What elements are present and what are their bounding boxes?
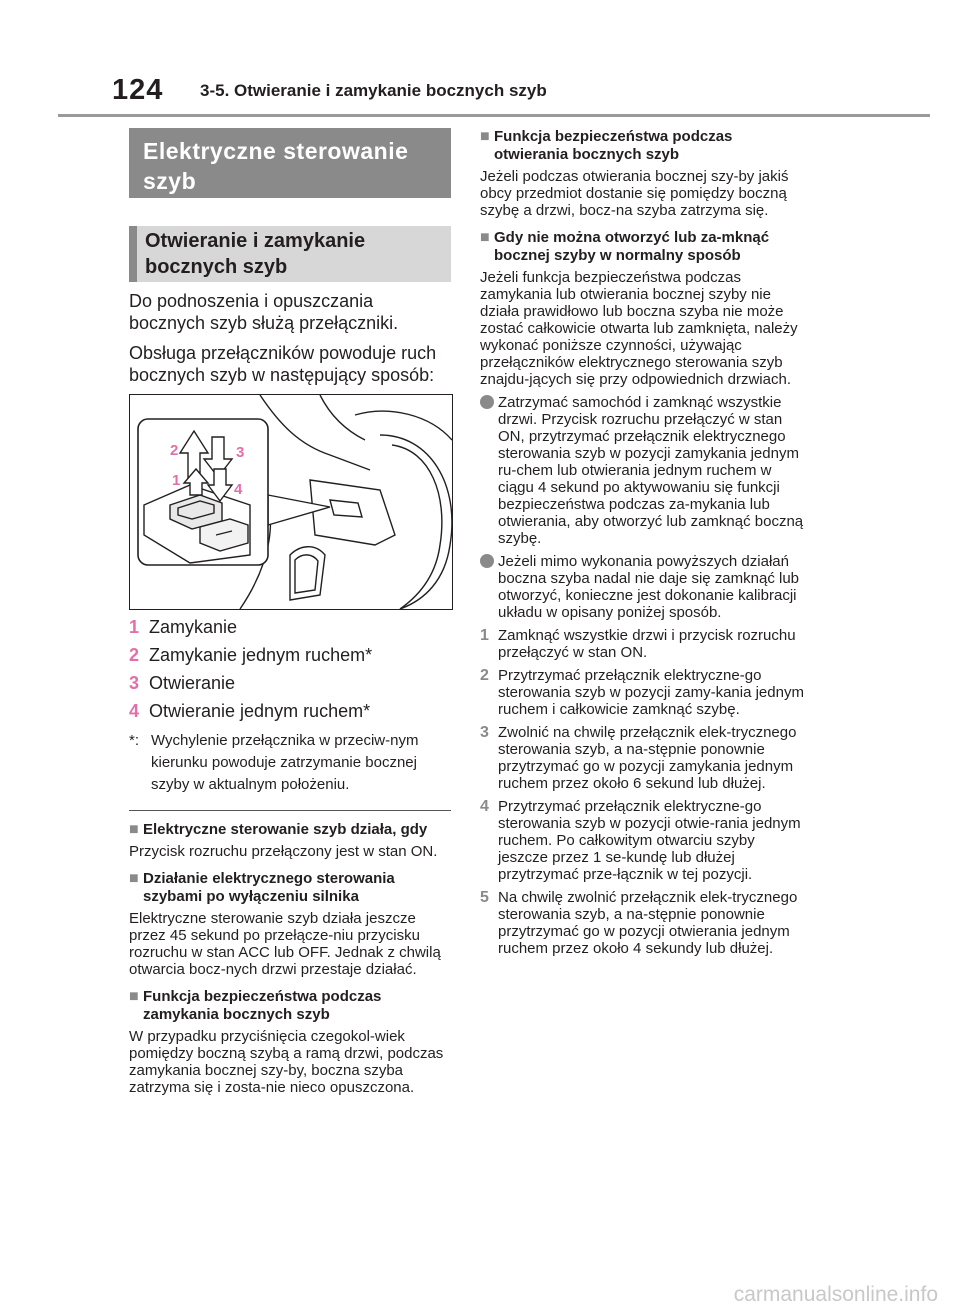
watermark: carmanualsonline.info <box>733 1283 938 1306</box>
footnote-text: Wychylenie przełącznika w przeciw-nym kierunku powoduje zatrzymanie bocznej szyby w aktualnym położeniu. <box>151 732 419 793</box>
item-text: Zamykanie <box>149 617 238 637</box>
item-number: 2 <box>129 645 140 665</box>
info-text: Przycisk rozruchu przełączony jest w stan ON. <box>129 843 438 860</box>
info-heading-text: Działanie elektrycznego sterowania szybami po wyłączeniu silnika <box>143 870 395 905</box>
step-text: Przytrzymać przełącznik elektryczne-go sterowania szyb w pozycji zamy-kania jednym ruchem i całkowicie zamknąć szybę. <box>498 667 804 718</box>
zoom-pointer <box>268 495 330 525</box>
circle-bullet-icon <box>480 554 494 568</box>
figure-label-4: 4 <box>234 481 243 498</box>
illustration-drawing <box>130 395 452 609</box>
bullet-item <box>480 394 808 547</box>
item-number: 4 <box>129 701 140 721</box>
step-item <box>480 889 808 957</box>
page-header <box>0 0 960 116</box>
section-title: Elektryczne sterowanie szyb <box>129 128 451 198</box>
step-item <box>480 724 808 792</box>
info-heading-text: Elektryczne sterowanie szyb działa, gdy <box>143 821 428 838</box>
pillar-line <box>320 395 365 440</box>
intro-text <box>129 290 451 386</box>
info-heading <box>480 128 808 164</box>
footnote <box>129 730 451 796</box>
step-item <box>480 627 808 661</box>
bullet-text: Jeżeli mimo wykonania powyższych działań boczna szyba nadal nie daje się zamknąć lub otworzyć, konieczne jest dokonanie kalibracji układu w opisany poniżej sposób. <box>498 553 800 621</box>
item-text: Zamykanie jednym ruchem* <box>149 645 373 665</box>
step-text: Zwolnić na chwilę przełącznik elek-trycznego sterowania szyb, a na-stępnie ponownie przytrzymać go w pozycji zamykania jednym ruchem przez około 6 sekund lub dłużej. <box>498 724 797 792</box>
dashboard-line <box>355 411 452 440</box>
right-column <box>480 128 808 957</box>
step-number: 4 <box>480 798 489 815</box>
step-number: 5 <box>480 889 489 906</box>
door-panel <box>310 480 395 545</box>
info-text: Jeżeli podczas otwierania bocznej szy-by jakiś obcy przedmiot dostanie się pomiędzy boczną szybę a drzwi, bocz-na szyba zatrzyma się. <box>480 168 789 219</box>
figure-label-1: 1 <box>172 472 181 489</box>
info-heading-text: Funkcja bezpieczeństwa podczas zamykania bocznych szyb <box>143 988 382 1023</box>
step-text: Przytrzymać przełącznik elektryczne-go sterowania szyb w pozycji otwie-rania jednym ruchem. Po całkowitym otwarciu szyby jeszcze przez 1 se-kundę lub dłużej przytrzymać prze-łącznik w tej pozycji. <box>498 798 801 883</box>
subsection-title: Otwieranie i zamykanie bocznych szyb <box>129 226 451 282</box>
list-item <box>129 644 451 666</box>
step-number: 1 <box>480 627 489 644</box>
info-heading-text: Gdy nie można otworzyć lub za-mknąć bocznej szyby w normalny sposób <box>494 229 770 264</box>
intro-paragraph: Do podnoszenia i opuszczania bocznych szyb służą przełączniki. <box>129 291 399 333</box>
info-heading <box>129 870 451 906</box>
figure-label-2: 2 <box>170 442 179 459</box>
bullet-item <box>480 553 808 621</box>
square-bullet-icon: ■ <box>129 821 139 838</box>
intro-paragraph: Obsługa przełączników powoduje ruch bocznych szyb w następujący sposób: <box>129 343 437 385</box>
square-bullet-icon: ■ <box>129 988 139 1005</box>
chapter-title: 3-5. Otwieranie i zamykanie bocznych szyb <box>200 81 547 100</box>
info-heading-text: Funkcja bezpieczeństwa podczas otwierania bocznych szyb <box>494 128 733 163</box>
page-number: 124 <box>112 74 164 106</box>
window-switch-illustration <box>129 394 453 610</box>
header-divider <box>58 114 930 117</box>
list-item <box>129 672 451 694</box>
step-number: 3 <box>480 724 489 741</box>
square-bullet-icon: ■ <box>480 128 490 145</box>
step-text: Na chwilę zwolnić przełącznik elek-trycznego sterowania szyb, a na-stępnie ponownie przytrzymać go w pozycji otwierania jednym ruchem przez około 4 sekundy lub dłużej. <box>498 889 798 957</box>
list-item <box>129 700 451 722</box>
section-divider <box>129 810 451 811</box>
step-text: Zamknąć wszystkie drzwi i przycisk rozruchu przełączyć w stan ON. <box>498 627 796 661</box>
info-heading <box>129 988 451 1024</box>
item-text: Otwieranie jednym ruchem* <box>149 701 371 721</box>
bullet-text: Zatrzymać samochód i zamknąć wszystkie drzwi. Przycisk rozruchu przełączyć w stan ON, przytrzymać przełącznik elektrycznego sterowania szyb w pozycji zamykania jednym ru-chem lub otwierania jednym ruchem w ciągu 4 sekund po aktywowaniu się funkcji bezpieczeństwa podczas za-mykania lub otwierania, aby otworzyć lub zamknąć boczną szybę. <box>498 394 804 547</box>
info-text: Jeżeli funkcja bezpieczeństwa podczas zamykania lub otwierania bocznej szyby nie działa prawidłowo lub boczna szyba nie może zostać całkowicie otwarta lub zamknięta, należy wykonać poniższe czynności, używając przełączników elektrycznego sterowania szyb znajdu-jących się przy odpowiednich drzwiach. <box>480 269 798 388</box>
step-number: 2 <box>480 667 489 684</box>
info-text: Elektryczne sterowanie szyb działa jeszcze przez 45 sekund po przełącze-niu przycisku rozruchu w stan ACC lub OFF. Jednak z chwilą otwarcia bocz-nych drzwi przestaje działać. <box>129 910 441 978</box>
step-item <box>480 667 808 718</box>
item-number: 1 <box>129 617 140 637</box>
left-column <box>129 128 451 1096</box>
info-text: W przypadku przyciśnięcia czegokol-wiek pomiędzy boczną szybą a ramą drzwi, podczas zamykania bocznej szy-by, boczna szyba zatrzyma się i zosta-nie nieco opuszczona. <box>129 1028 444 1096</box>
item-number: 3 <box>129 673 140 693</box>
figure-label-3: 3 <box>236 444 245 461</box>
circle-bullet-icon <box>480 395 494 409</box>
info-heading <box>480 229 808 265</box>
footnote-mark: *: <box>129 732 140 749</box>
square-bullet-icon: ■ <box>480 229 490 246</box>
item-text: Otwieranie <box>149 673 236 693</box>
step-item <box>480 798 808 883</box>
square-bullet-icon: ■ <box>129 870 139 887</box>
info-heading <box>129 821 451 839</box>
door-switch <box>330 500 362 517</box>
door-pocket-inner <box>295 555 318 593</box>
list-item <box>129 616 451 638</box>
